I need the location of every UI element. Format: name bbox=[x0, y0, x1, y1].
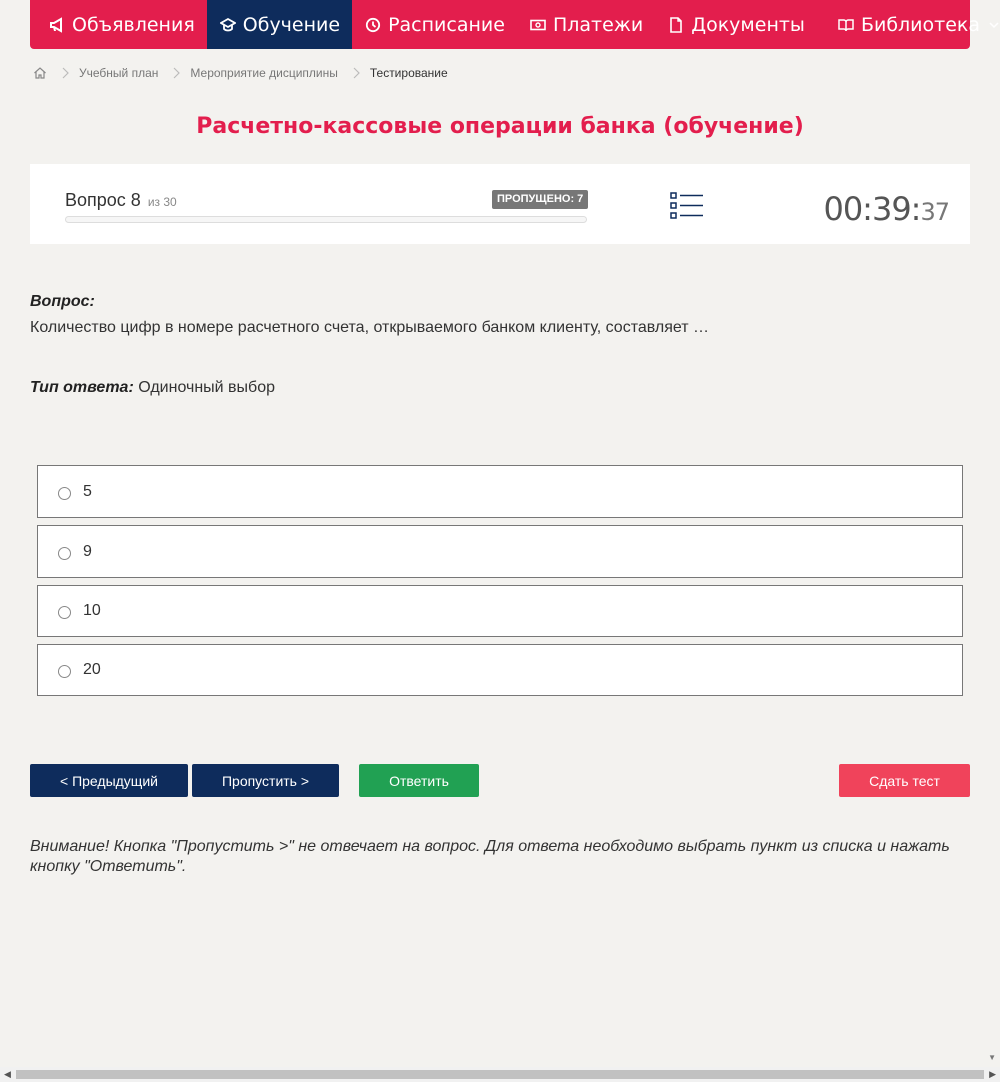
nav-item-announcements[interactable] bbox=[36, 0, 207, 49]
submit-test-button[interactable]: Сдать тест bbox=[839, 764, 970, 797]
question-total: из 30 bbox=[147, 195, 177, 209]
nav-item-label: Платежи bbox=[552, 13, 644, 36]
timer-seconds: 37 bbox=[920, 198, 949, 226]
clock-icon bbox=[364, 16, 382, 34]
book-icon bbox=[837, 16, 855, 34]
question-status-panel bbox=[30, 164, 970, 244]
timer-hours-minutes: 00:39: bbox=[823, 190, 921, 228]
nav-item-label: Объявления bbox=[72, 13, 195, 36]
chevron-right-icon bbox=[352, 67, 360, 79]
radio-button[interactable] bbox=[58, 487, 71, 500]
question-number: Вопрос 8 bbox=[65, 190, 141, 210]
nav-item-library[interactable] bbox=[825, 0, 1000, 49]
list-icon[interactable] bbox=[670, 192, 704, 220]
nav-item-schedule[interactable] bbox=[352, 0, 517, 49]
answer-option[interactable] bbox=[37, 465, 963, 518]
radio-button[interactable] bbox=[58, 547, 71, 560]
chevron-right-icon bbox=[172, 67, 180, 79]
answer-option[interactable] bbox=[37, 525, 963, 578]
answer-option-text: 9 bbox=[83, 543, 92, 560]
money-icon bbox=[529, 16, 547, 34]
answer-option-text: 10 bbox=[83, 602, 101, 619]
main-navbar bbox=[30, 0, 981, 49]
radio-button[interactable] bbox=[58, 606, 71, 619]
answer-button[interactable]: Ответить bbox=[359, 764, 479, 797]
nav-item-label: Библиотека bbox=[860, 13, 981, 36]
page-title: Расчетно-кассовые операции банка (обучение) bbox=[196, 114, 804, 139]
answer-option-text: 20 bbox=[83, 661, 101, 678]
nav-item-label: Обучение bbox=[242, 13, 341, 36]
nav-item-documents[interactable] bbox=[655, 0, 817, 49]
chevron-right-icon bbox=[61, 67, 69, 79]
home-icon[interactable] bbox=[33, 66, 47, 80]
scroll-right-arrow[interactable]: ▶ bbox=[989, 1069, 996, 1079]
document-icon bbox=[667, 16, 685, 34]
breadcrumb-item-curriculum[interactable]: Учебный план bbox=[79, 66, 159, 80]
megaphone-icon bbox=[48, 16, 66, 34]
answer-type bbox=[30, 379, 275, 397]
chevron-down-icon bbox=[988, 19, 1000, 31]
answer-option[interactable] bbox=[37, 585, 963, 637]
radio-button[interactable] bbox=[58, 665, 71, 678]
countdown-timer bbox=[823, 190, 949, 228]
skip-button[interactable]: Пропустить > bbox=[192, 764, 339, 797]
skipped-badge: ПРОПУЩЕНО: 7 bbox=[492, 190, 588, 209]
nav-item-label: Документы bbox=[691, 13, 805, 36]
scrollbar-thumb[interactable] bbox=[16, 1070, 984, 1079]
progress-bar bbox=[65, 216, 587, 223]
breadcrumb bbox=[33, 63, 448, 83]
breadcrumb-item-discipline-event[interactable]: Мероприятие дисциплины bbox=[190, 66, 338, 80]
breadcrumb-item-testing: Тестирование bbox=[369, 66, 448, 80]
answer-option-text: 5 bbox=[83, 483, 92, 500]
answer-type-value: Одиночный выбор bbox=[138, 379, 275, 396]
scroll-left-arrow[interactable]: ◀ bbox=[4, 1069, 11, 1079]
skip-warning-notice: Внимание! Кнопка "Пропустить >" не отвечает на вопрос. Для ответа необходимо выбрать пункт из списка и нажать кнопку "Ответить". bbox=[30, 838, 950, 875]
graduation-cap-icon bbox=[219, 16, 237, 34]
question-label: Вопрос: bbox=[30, 293, 95, 310]
question-counter bbox=[65, 190, 177, 211]
question-text: Количество цифр в номере расчетного счета, открываемого банком клиенту, составляет … bbox=[30, 319, 710, 336]
previous-button[interactable]: < Предыдущий bbox=[30, 764, 188, 797]
answer-option[interactable] bbox=[37, 644, 963, 696]
nav-item-payments[interactable] bbox=[517, 0, 655, 49]
answer-type-label: Тип ответа: bbox=[30, 379, 134, 396]
horizontal-scrollbar[interactable] bbox=[0, 1067, 1000, 1082]
nav-item-label: Расписание bbox=[388, 13, 505, 36]
nav-item-learning[interactable] bbox=[207, 0, 352, 49]
scroll-down-arrow[interactable]: ▼ bbox=[988, 1053, 996, 1062]
